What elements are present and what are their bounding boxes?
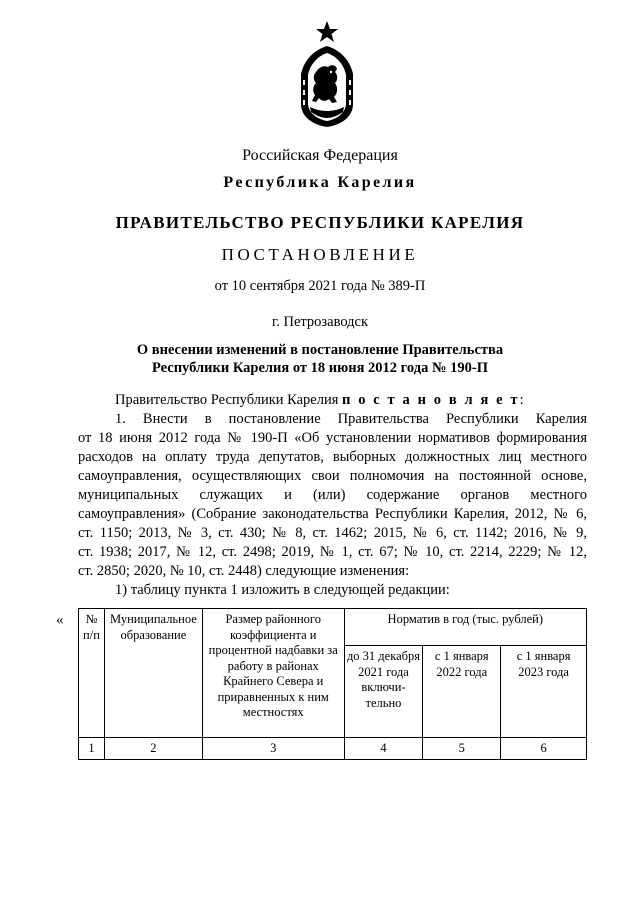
body-line: от 18 июня 2012 года № 190-П «Об установлении нормативов формирования <box>78 430 587 446</box>
body-line: самоуправления» (Собрание законодательства Республики Карелия, 2012, № 6, <box>78 506 587 522</box>
coat-of-arms-icon <box>296 20 358 128</box>
document-date-number: от 10 сентября 2021 года № 389-П <box>214 278 426 294</box>
intro-prefix: Правительство Республики Карелия <box>115 392 343 408</box>
republic-name: Республика Карелия <box>223 174 417 191</box>
norms-table <box>78 608 587 760</box>
subject-line: О внесении изменений в постановление Правительства <box>136 342 504 358</box>
column-number-cell: 5 <box>423 738 501 760</box>
header-cell-until-2021: до 31 декабря 2021 года включи-тельно <box>344 646 423 738</box>
body-line: самоуправления, осуществляющих свои полномочия на постоянной основе, <box>78 468 587 484</box>
header-cell-municipality: Муниципальное образование <box>104 609 202 738</box>
table-row <box>79 738 587 760</box>
header-cell-number: № п/п <box>79 609 105 738</box>
column-number-cell: 2 <box>104 738 202 760</box>
opening-quote: « <box>56 612 64 628</box>
column-number-cell: 3 <box>202 738 344 760</box>
intro-suffix: : <box>519 392 524 408</box>
body-line: ст. 2850; 2020, № 10, ст. 2448) следующие изменения: <box>78 563 410 579</box>
document-city: г. Петрозаводск <box>271 314 369 330</box>
item-1-line: 1) таблицу пункта 1 изложить в следующей редакции: <box>115 582 450 598</box>
header-cell-from-2023: с 1 января 2023 года <box>501 646 587 738</box>
body-line: расходов на оплату труда депутатов, выборных должностных лиц местного <box>78 449 587 465</box>
column-number-cell: 4 <box>344 738 423 760</box>
body-line: ст. 1938; 2017, № 12, ст. 2498; 2019, № 1, ст. 67; № 10, ст. 2214, 2229; № 12, <box>78 544 587 560</box>
header-cell-coefficient: Размер районного коэффициента и процентной надбавки за работу в районах Крайнего Севера и приравненных к ним местностях <box>202 609 344 738</box>
country-name: Российская Федерация <box>242 147 398 164</box>
header-cell-from-2022: с 1 января 2022 года <box>423 646 501 738</box>
document-type: ПОСТАНОВЛЕНИЕ <box>221 245 419 264</box>
government-title: ПРАВИТЕЛЬСТВО РЕСПУБЛИКИ КАРЕЛИЯ <box>115 213 525 232</box>
intro-paragraph <box>78 391 587 410</box>
body-line: 1. Внести в постановление Правительства Республики Карелия <box>115 411 587 427</box>
body-line: ст. 1150; 2013, № 3, ст. 430; № 8, ст. 1462; 2015, № 6, ст. 1142; 2016, № 9, <box>78 525 587 541</box>
column-number-cell: 1 <box>79 738 105 760</box>
document-subject <box>0 341 640 377</box>
document-body <box>78 391 587 600</box>
body-line: муниципальных служащих и (или) содержание органов местного <box>78 487 587 503</box>
subject-line: Республики Карелия от 18 июня 2012 года № 190-П <box>151 360 488 376</box>
column-number-cell: 6 <box>501 738 587 760</box>
header-cell-norm-group: Норматив в год (тыс. рублей) <box>344 609 586 646</box>
table-header-row <box>79 609 587 646</box>
intro-keyword: п о с т а н о в л я е т <box>342 392 520 408</box>
